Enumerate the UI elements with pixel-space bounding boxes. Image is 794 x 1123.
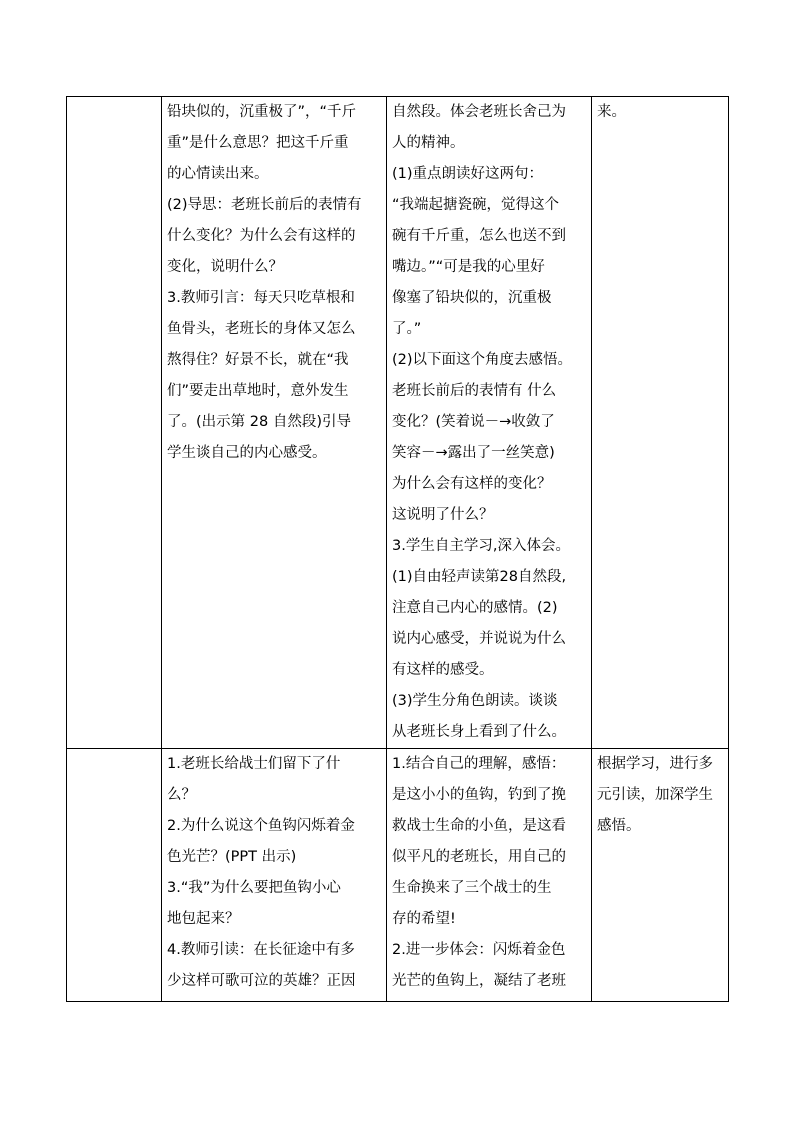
text-line: 从老班长身上看到了什么。: [392, 724, 566, 740]
text-line: 笑容－→露出了一丝笑意): [392, 445, 555, 461]
text-line: 铅块似的，沉重极了”，“千斤: [167, 104, 357, 120]
text-line: 救战士生命的小鱼，是这看: [392, 818, 566, 834]
text-line: 是这小小的鱼钩，钓到了挽: [392, 787, 566, 803]
text-line: 来。: [597, 104, 626, 120]
text-line: 光芒的鱼钩上，凝结了老班: [392, 973, 566, 989]
text-line: 了。(出示第 28 自然段)引导: [167, 414, 351, 430]
text-line: 1.结合自己的理解，感悟：: [392, 756, 566, 772]
text-line: 么？: [167, 787, 196, 803]
cell-r1-intent: [592, 97, 729, 749]
text-line: 4.教师引读：在长征途中有多: [167, 942, 355, 958]
cell-r2-c1: [67, 749, 162, 1002]
text-line: (2)以下面这个角度去感悟。: [392, 352, 573, 368]
text-line: 有这样的感受。: [392, 662, 494, 678]
text-line: 们”要走出草地时，意外发生: [167, 383, 349, 399]
text-line: 根据学习，进行多: [597, 756, 713, 772]
text-line: 3.学生自主学习,深入体会。: [392, 538, 570, 554]
cell-r2-teacher: [162, 749, 387, 1002]
text-line: 什么变化？为什么会有这样的: [167, 228, 356, 244]
text-line: 为什么会有这样的变化？: [392, 476, 552, 492]
text-line: 学生谈自己的内心感受。: [167, 445, 327, 461]
text-line: “我端起搪瓷碗，觉得这个: [392, 197, 560, 213]
text-line: 的心情读出来。: [167, 166, 269, 182]
text-line: 老班长前后的表情有 什么: [392, 383, 557, 399]
text-line: 重”是什么意思？把这千斤重: [167, 135, 349, 151]
text-line: 嘴边。”“可是我的心里好: [392, 259, 545, 275]
text-line: 2.进一步体会：闪烁着金色: [392, 942, 566, 958]
text-line: 存的希望!: [392, 911, 456, 927]
text-line: 2.为什么说这个鱼钩闪烁着金: [167, 818, 355, 834]
text-line: 变化，说明什么？: [167, 259, 283, 275]
text-line: 了。”: [392, 321, 422, 337]
text-line: 自然段。体会老班长舍己为: [392, 104, 566, 120]
text-line: (2)导思：老班长前后的表情有: [167, 197, 362, 213]
cell-r2-student: [387, 749, 592, 1002]
text-line: 生命换来了三个战士的生: [392, 880, 552, 896]
text-line: (1)自由轻声读第28自然段,: [392, 569, 567, 585]
cell-r1-teacher: [162, 97, 387, 749]
text-line: 3.“我”为什么要把鱼钩小心: [167, 880, 341, 896]
table-row: [67, 97, 729, 749]
cell-r2-intent: [592, 749, 729, 1002]
text-line: 这说明了什么？: [392, 507, 494, 523]
text-line: 感悟。: [597, 818, 641, 834]
cell-r1-student: [387, 97, 592, 749]
text-line: 熬得住？好景不长，就在“我: [167, 352, 349, 368]
text-line: 变化？(笑着说－→收敛了: [392, 414, 555, 430]
text-line: 注意自己内心的感情。(2): [392, 600, 558, 616]
text-line: 鱼骨头，老班长的身体又怎么: [167, 321, 356, 337]
text-line: 似平凡的老班长，用自己的: [392, 849, 566, 865]
text-line: (1)重点朗读好这两句：: [392, 166, 544, 182]
text-line: 色光芒？(PPT 出示): [167, 849, 297, 865]
lesson-plan-table: [66, 96, 729, 1002]
text-line: 少这样可歌可泣的英雄？正因: [167, 973, 356, 989]
text-line: 人的精神。: [392, 135, 465, 151]
text-line: 像塞了铅块似的，沉重极: [392, 290, 552, 306]
text-line: 1.老班长给战士们留下了什: [167, 756, 341, 772]
text-line: 3.教师引言：每天只吃草根和: [167, 290, 355, 306]
text-line: (3)学生分角色朗读。谈谈: [392, 693, 558, 709]
text-line: 说内心感受，并说说为什么: [392, 631, 566, 647]
text-line: 地包起来？: [167, 911, 240, 927]
text-line: 元引读，加深学生: [597, 787, 713, 803]
table-row: [67, 749, 729, 1002]
cell-r1-c1: [67, 97, 162, 749]
text-line: 碗有千斤重，怎么也送不到: [392, 228, 566, 244]
